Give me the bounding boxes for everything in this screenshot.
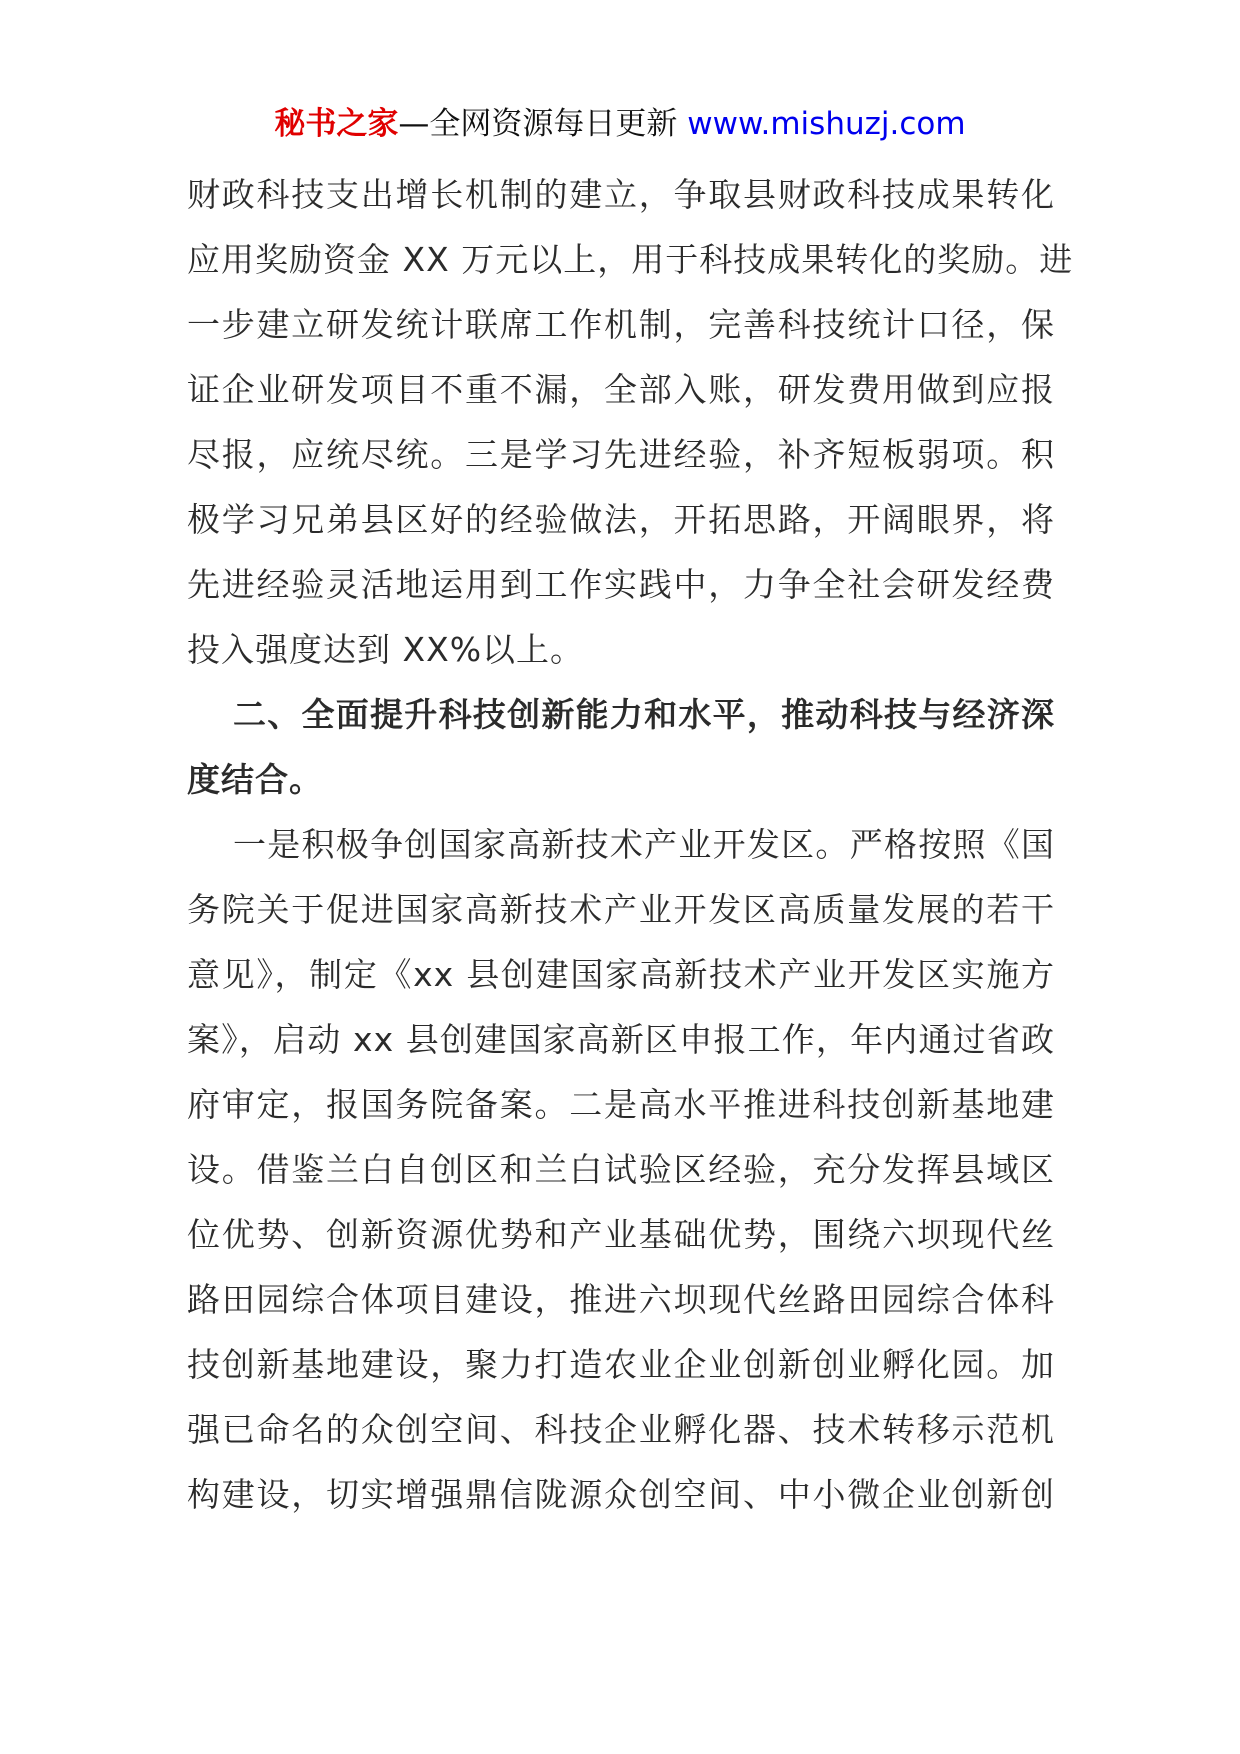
body-text-line: 意见》，制定《xx 县创建国家高新技术产业开发区实施方 [187, 955, 1055, 994]
body-text-line: 设。借鉴兰白自创区和兰白试验区经验，充分发挥县域区 [187, 1150, 1055, 1189]
website-link[interactable]: www.mishuzj.com [687, 106, 966, 142]
body-text-line: 一是积极争创国家高新技术产业开发区。严格按照《国 [233, 825, 1055, 864]
body-text-line: 案》，启动 xx 县创建国家高新区申报工作，年内通过省政 [187, 1020, 1055, 1059]
section-heading-line: 度结合。 [187, 760, 323, 799]
body-text-line: 府审定，报国务院备案。二是高水平推进科技创新基地建 [187, 1085, 1055, 1124]
body-text-line: 尽报，应统尽统。三是学习先进经验，补齐短板弱项。积 [187, 435, 1055, 474]
body-text-line: 一步建立研发统计联席工作机制，完善科技统计口径，保 [187, 305, 1055, 344]
body-text-line: 极学习兄弟县区好的经验做法，开拓思路，开阔眼界，将 [187, 500, 1055, 539]
body-text-line: 应用奖励资金 XX 万元以上，用于科技成果转化的奖励。进 [187, 240, 1074, 279]
brand-name: 秘书之家 [274, 106, 399, 142]
body-text-line: 先进经验灵活地运用到工作实践中，力争全社会研发经费 [187, 565, 1055, 604]
body-text-line: 务院关于促进国家高新技术产业开发区高质量发展的若干 [187, 890, 1055, 929]
body-text-line: 位优势、创新资源优势和产业基础优势，围绕六坝现代丝 [187, 1215, 1055, 1254]
body-text-line: 证企业研发项目不重不漏，全部入账，研发费用做到应报 [187, 370, 1055, 409]
body-text-line: 投入强度达到 XX%以上。 [187, 630, 585, 669]
section-heading-line: 二、全面提升科技创新能力和水平，推动科技与经济深 [233, 695, 1055, 734]
header-tagline: —全网资源每日更新 [398, 106, 688, 142]
body-text-line: 技创新基地建设，聚力打造农业企业创新创业孵化园。加 [187, 1345, 1055, 1384]
body-text-line: 路田园综合体项目建设，推进六坝现代丝路田园综合体科 [187, 1280, 1055, 1319]
body-text-line: 强已命名的众创空间、科技企业孵化器、技术转移示范机 [187, 1410, 1055, 1449]
page-header [0, 104, 1240, 144]
body-text-line: 财政科技支出增长机制的建立，争取县财政科技成果转化 [187, 175, 1055, 214]
body-text-line: 构建设，切实增强鼎信陇源众创空间、中小微企业创新创 [187, 1475, 1055, 1514]
document-body [187, 162, 1074, 1527]
